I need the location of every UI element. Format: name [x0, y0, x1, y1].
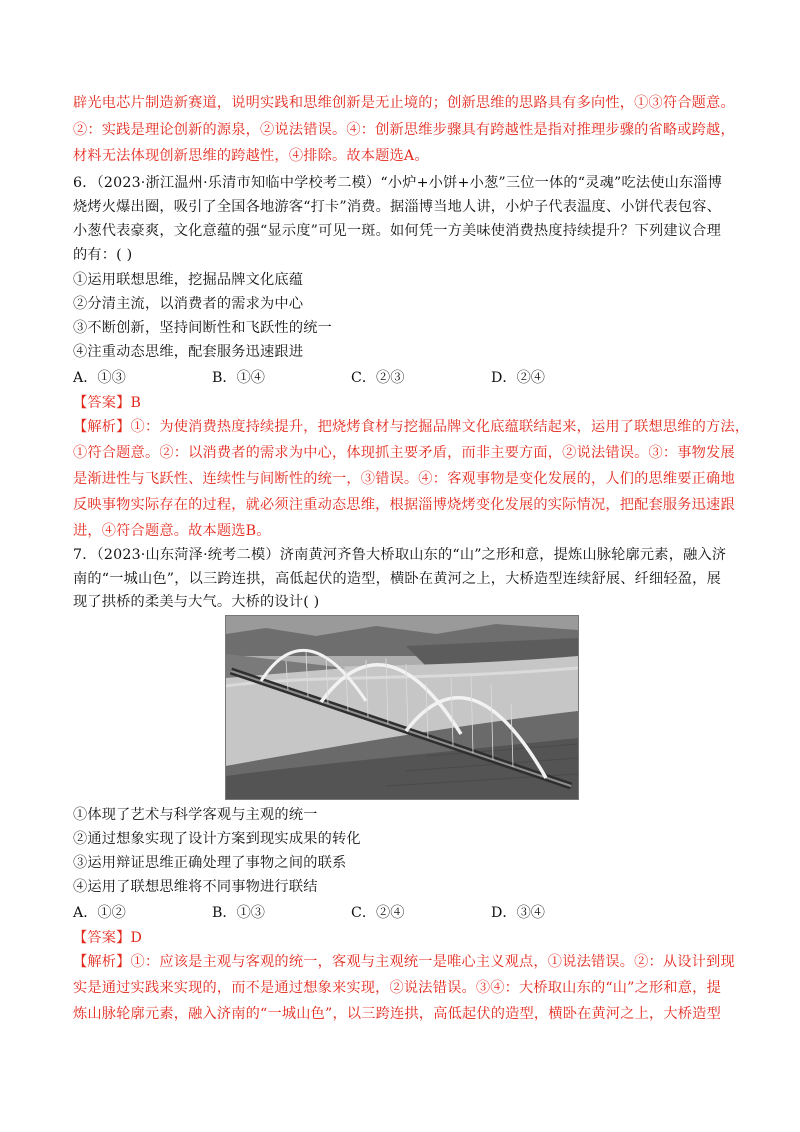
q7-analysis-line-1: 【解析】①：应该是主观与客观的统一，客观与主观统一是唯心主义观点，①说法错误。②：从设计到现 [73, 954, 735, 970]
q7-choice-b: B．①③ [212, 905, 265, 921]
q6-choice-c: C．②③ [351, 370, 405, 386]
q6-stem-line-4: 的有：( ) [73, 247, 133, 263]
intro-analysis-line-1: 辟光电芯片制造新赛道，说明实践和思维创新是无止境的；创新思维的思路具有多向性，①③符合题意。 [73, 95, 735, 111]
q6-stem-line-2: 烧烤火爆出圈，吸引了全国各地游客“打卡”消费。据淄博当地人讲，小炉子代表温度、小饼代表包容、 [73, 199, 721, 215]
q6-analysis-line-5: 进，④符合题意。故本题选B。 [73, 523, 271, 539]
q7-analysis-line-3: 炼山脉轮廓元素，融入济南的“一城山色”，以三跨连拱，高低起伏的造型，横卧在黄河之上，大桥造型 [73, 1006, 721, 1022]
q6-stem-line-1: 6．（2023·浙江温州·乐清市知临中学校考二模）“小炉+小饼+小葱”三位一体的“灵魂”吃法使山东淄博 [73, 175, 723, 191]
q7-item-4: ④运用了联想思维将不同事物进行联结 [73, 879, 318, 895]
q7-choice-d: D．③④ [491, 905, 545, 921]
q7-analysis-line-2: 实是通过实践来实现的，而不是通过想象来实现，②说法错误。③④：大桥取山东的“山”之形和意，提 [73, 980, 721, 996]
q6-choice-d: D．②④ [491, 370, 545, 386]
q6-analysis-line-2: ①符合题意。②：以消费者的需求为中心，体现抓主要矛盾，而非主要方面，②说法错误。③：事物发展 [73, 445, 735, 461]
intro-analysis-line-2: ②：实践是理论创新的源泉，②说法错误。④：创新思维步骤具有跨越性是指对推理步骤的省略或跨越， [73, 122, 735, 138]
q6-analysis-line-1: 【解析】①：为使消费热度持续提升，把烧烤食材与挖掘品牌文化底蕴联结起来，运用了联想思维的方法， [73, 419, 750, 435]
q6-choice-a: A．①③ [73, 370, 126, 386]
bridge-photo-drawing [226, 616, 578, 799]
intro-analysis-line-3: 材料无法体现创新思维的跨越性，④排除。故本题选A。 [73, 148, 429, 164]
q7-stem-line-3: 现了拱桥的柔美与大气。大桥的设计( ) [73, 594, 320, 610]
q7-item-1: ①体现了艺术与科学客观与主观的统一 [73, 807, 318, 823]
q6-item-1: ①运用联想思维，挖掘品牌文化底蕴 [73, 272, 304, 288]
q7-stem-line-1: 7．（2023·山东菏泽·统考二模）济南黄河齐鲁大桥取山东的“山”之形和意，提炼山脉轮廓元素，融入济 [73, 547, 727, 563]
q6-item-2: ②分清主流，以消费者的需求为中心 [73, 296, 304, 312]
q6-analysis-line-4: 反映事物实际存在的过程，就必须注重动态思维，根据淄博烧烤变化发展的实际情况，把配套服务迅速跟 [73, 497, 735, 513]
q6-choice-b: B．①④ [212, 370, 265, 386]
bridge-aerial-photo [225, 615, 579, 800]
q7-choice-a: A．①② [73, 905, 126, 921]
q6-analysis-line-3: 是渐进性与飞跃性、连续性与间断性的统一，③错误。④：客观事物是变化发展的，人们的思维要正确地 [73, 471, 735, 487]
q7-choices [73, 902, 673, 922]
q7-stem-line-2: 南的“一城山色”，以三跨连拱，高低起伏的造型，横卧在黄河之上，大桥造型连续舒展、纤细轻盈，展 [73, 571, 721, 587]
q6-item-3: ③不断创新，坚持间断性和飞跃性的统一 [73, 320, 332, 336]
q6-choices [73, 367, 673, 387]
q6-item-4: ④注重动态思维，配套服务迅速跟进 [73, 344, 304, 360]
q6-stem-line-3: 小葱代表豪爽，文化意蕴的强“显示度”可见一斑。如何凭一方美味使消费热度持续提升？下列建议合理 [73, 223, 721, 239]
q7-item-2: ②通过想象实现了设计方案到现实成果的转化 [73, 831, 361, 847]
q7-item-3: ③运用辩证思维正确处理了事物之间的联系 [73, 855, 347, 871]
q7-choice-c: C．②④ [351, 905, 405, 921]
q7-answer: 【答案】D [73, 930, 143, 946]
q6-answer: 【答案】B [73, 395, 142, 411]
